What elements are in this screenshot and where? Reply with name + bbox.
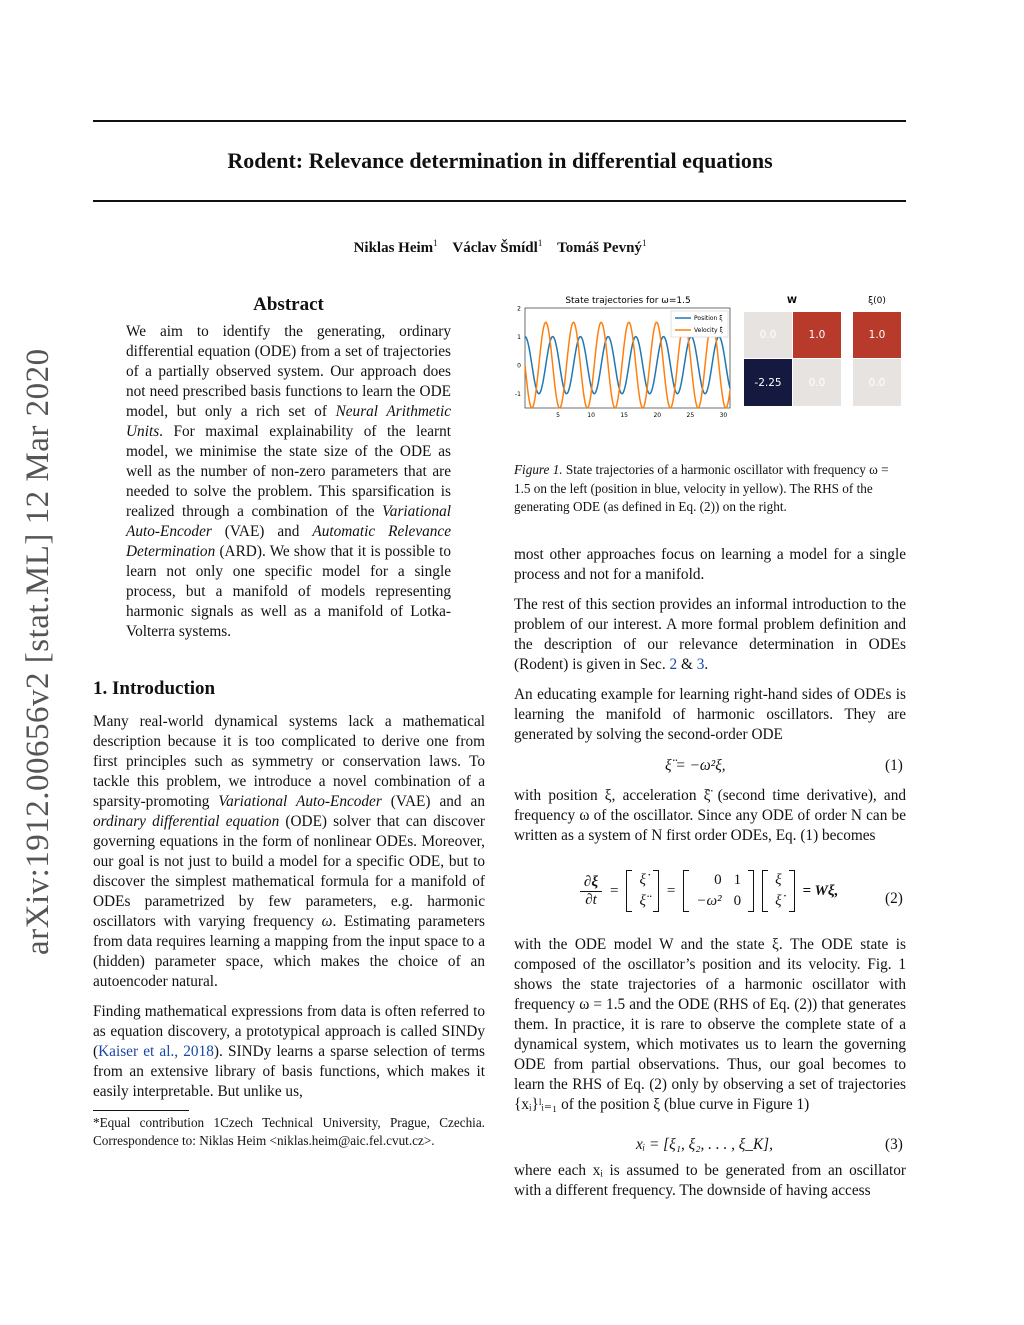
section-ref-link[interactable]: 3 — [696, 656, 705, 673]
section-heading-introduction: 1. Introduction — [93, 678, 216, 699]
plot-title: State trajectories for ω=1.5 — [565, 296, 691, 306]
equation-1: ξ̈ = −ω²ξ, — [665, 757, 726, 774]
right-paragraph-1: most other approaches focus on learning a model for a single process and not for a manifold. — [514, 546, 906, 583]
author-name: Václav Šmídl — [452, 240, 538, 256]
y-tick-label: 2 — [517, 305, 521, 313]
x-tick-label: 5 — [556, 412, 560, 419]
y-ticks — [515, 306, 521, 399]
x-tick-label: 20 — [653, 412, 662, 419]
x-tick-label: 15 — [620, 412, 629, 419]
right-paragraph-2: The rest of this section provides an informal introduction to the problem of our interest. A more formal problem definition and the description of our relevance determination in ODEs (Rodent) is given in Sec. 2 & 3. — [514, 596, 906, 673]
w-matrix-title: W — [787, 296, 797, 306]
w-cell: -2.25 — [744, 359, 792, 406]
arxiv-stamp: arXiv:1912.00656v2 [stat.ML] 12 Mar 2020 — [20, 348, 56, 955]
intro-paragraph-1: Many real-world dynamical systems lack a mathematical description because it is too complicated to derive one from first principles such as symmetry or conservation laws. To tackle this problem, we introduce a novel combination of a sparsity-promoting Variational Auto-Encoder (VAE) and an ordinary differential equation (ODE) solver that can discover governing equations in the form of nonlinear ODEs. Moreover, our goal is not just to build a model for a specific ODE, but to discover the simplest mathematical formula for a manifold of ODEs parametrized by few parameters, e.g. harmonic oscillators with varying frequency ω. Estimating parameters from data requires learning a mapping from the input space to a (hidden) parameter space, which makes the choice of an autoencoder natural. — [93, 713, 486, 990]
legend-position-label: Position ξ — [694, 315, 723, 322]
equation-2: ∂ξ ∂t = ξ̇ ξ̈ = 0 1 −ω² 0 ξ ξ̇ = Wξ, — [580, 870, 838, 912]
right-paragraph-5: with the ODE model W and the state ξ. The ODE state is composed of the oscillator’s position and its velocity. Fig. 1 shows the state trajectories of a harmonic oscillator with frequency ω = 1.5 and the ODE (RHS of Eq. (2)) that generates them. In practice, it is rare to observe the complete state of a dynamical system, which motivates us to learn the governing ODE from partial observations. Thus, our goal becomes to learn the RHS of Eq. (2) only by observing a set of trajectories {xᵢ}ˡᵢ₌₁ of the position ξ (blue curve in Figure 1) — [514, 936, 906, 1113]
paper-title: Rodent: Relevance determination in differential equations — [227, 148, 773, 173]
xi0-title: ξ(0) — [868, 296, 886, 306]
abstract-text: We aim to identify the generating, ordinary differential equation (ODE) from a set of trajectories of a partially observed system. Our approach does not need prescribed basis functions to learn the ODE model, but only a rich set of Neural Arithmetic Units. For maximal explainability of the learnt model, we minimise the state size of the ODE as well as the number of non-zero parameters that are needed to solve the problem. This sparsification is realized through a combination of the Variational Auto-Encoder (VAE) and Automatic Relevance Determination (ARD). We show that it is possible to learn not only one specific model for a single process, but a manifold of models representing harmonic signals as well as a manifold of Lotka-Volterra systems. — [126, 323, 451, 640]
figure-1-caption: Figure 1. State trajectories of a harmonic oscillator with frequency ω = 1.5 on the left (position in blue, velocity in yellow). The RHS of the generating ODE (as defined in Eq. (2)) on the right. — [514, 462, 889, 514]
intro-paragraph-2: Finding mathematical expressions from data is often referred to as equation discovery, a prototypical approach is called SINDy (Kaiser et al., 2018). SINDy learns a sparse selection of terms from an extensive library of basis functions, which makes it easily interpretable. But unlike us, — [93, 1003, 486, 1100]
xi0-cell: 1.0 — [853, 312, 901, 358]
right-paragraph-4: with position ξ, acceleration ξ̈ (second time derivative), and frequency ω of the oscillator. Since any ODE of order N can be written as a system of N first order ODEs, Eq. (1) becomes — [514, 787, 906, 844]
author-name: Niklas Heim — [353, 240, 434, 256]
author-name: Tomáš Pevný — [557, 240, 642, 256]
w-cell: 0.0 — [744, 312, 792, 358]
x-tick-label: 25 — [686, 412, 695, 419]
xi0-cell: 0.0 — [853, 359, 901, 406]
equation-3: xᵢ = [ξ₁, ξ₂, . . . , ξ_K], — [636, 1136, 773, 1153]
y-tick-label: -1 — [515, 391, 521, 399]
legend-velocity-label: Velocity ξ̇ — [694, 327, 723, 334]
equation-3-number: (3) — [885, 1136, 903, 1153]
equation-2-number: (2) — [885, 890, 903, 907]
equation-1-number: (1) — [885, 757, 903, 774]
title-rule-top — [93, 120, 906, 122]
w-cell: 0.0 — [793, 359, 841, 406]
section-ref-link[interactable]: 2 — [669, 656, 678, 673]
x-tick-label: 10 — [587, 412, 595, 419]
footnote-rule — [93, 1110, 189, 1111]
y-tick-label: 0 — [517, 362, 521, 370]
figure-1 — [505, 290, 915, 425]
citation-link[interactable]: Kaiser et al., 2018 — [98, 1043, 214, 1060]
author-list: Niklas Heim$^1$ Václav Šmídl$^1$ Tomáš Pevný$^1$ — [353, 238, 647, 256]
series-position-line — [525, 337, 730, 394]
right-paragraph-6: where each xᵢ is assumed to be generated from an oscillator with a different frequency. The downside of having access — [514, 1162, 906, 1199]
y-tick-label: 1 — [517, 334, 521, 342]
x-tick-label: 30 — [719, 412, 728, 419]
x-ticks — [556, 412, 727, 419]
w-cell: 1.0 — [793, 312, 841, 358]
title-rule-bottom — [93, 200, 906, 202]
right-paragraph-3: An educating example for learning right-hand sides of ODEs is learning the manifold of harmonic oscillators. They are generated by solving the second-order ODE — [514, 686, 906, 743]
footnote: *Equal contribution 1Czech Technical University, Prague, Czechia. Correspondence to: Niklas Heim <niklas.heim@aic.fel.cvut.cz>. — [93, 1115, 485, 1148]
abstract-heading: Abstract — [253, 294, 324, 315]
